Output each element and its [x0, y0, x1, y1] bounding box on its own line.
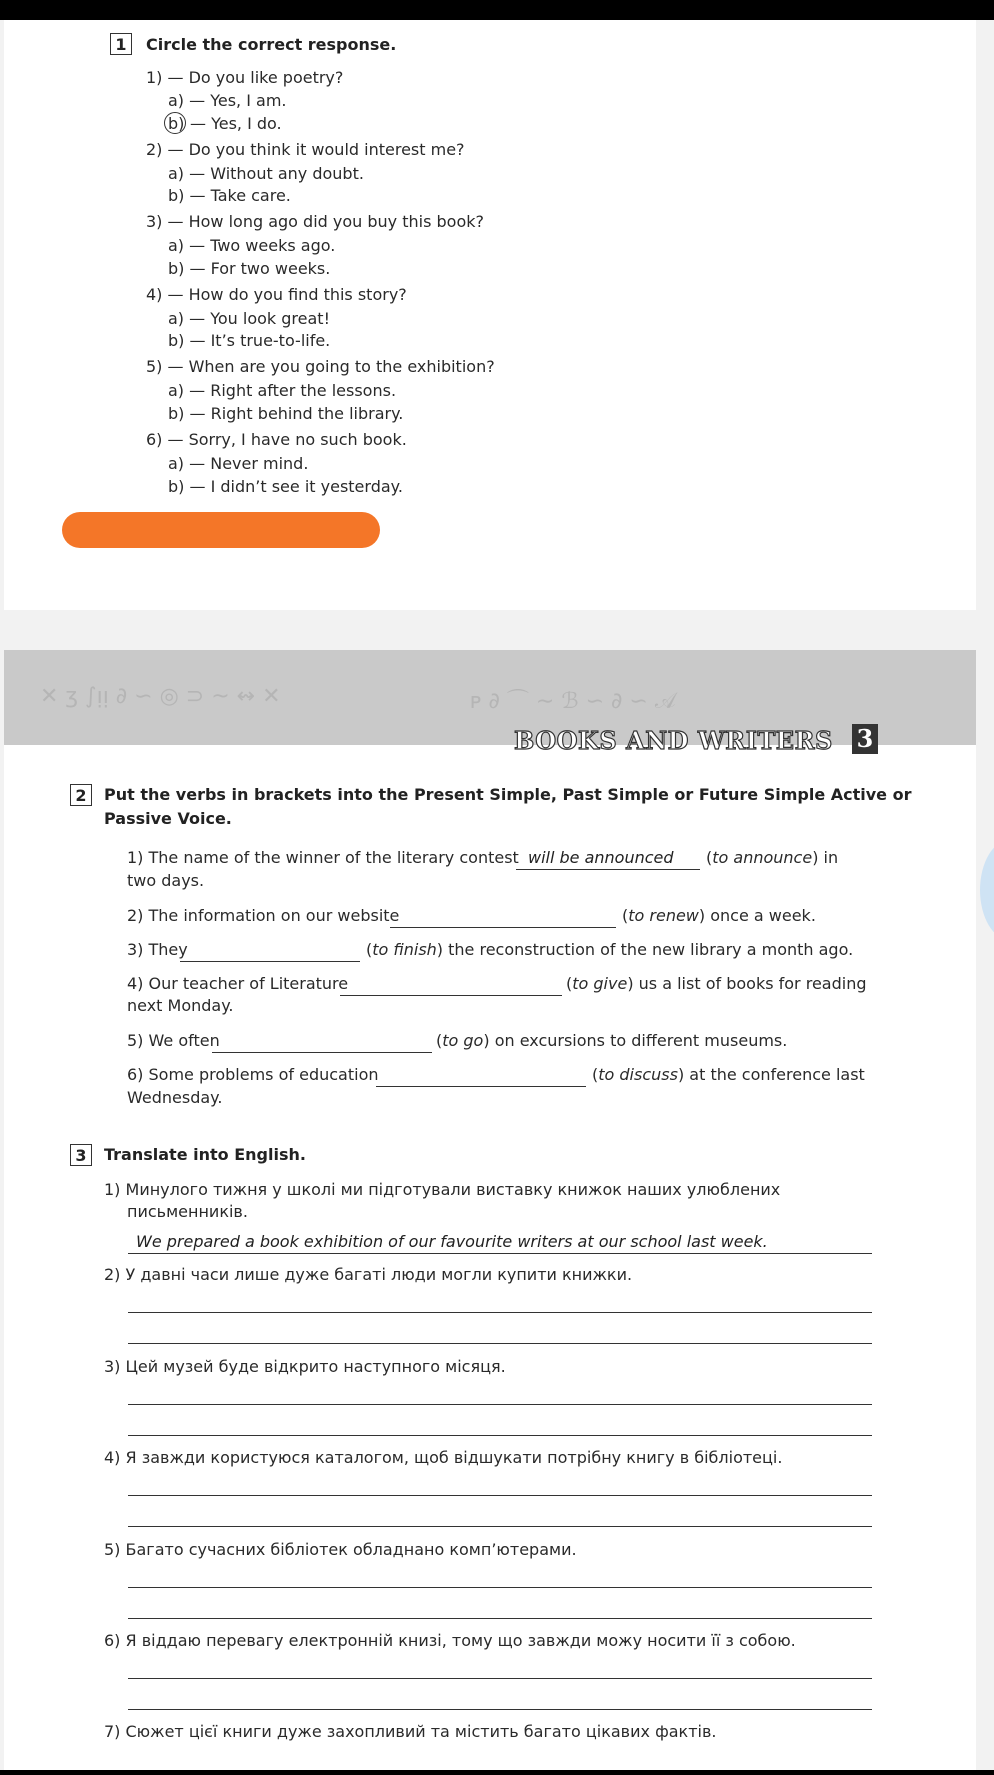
ex3-item6-line-b[interactable]	[128, 1708, 872, 1710]
ex2-item2-text: 2) The information on our website	[127, 906, 400, 925]
ex3-item7: 7) Сюжет цієї книги дуже захопливий та містить багато цікавих фактів.	[104, 1722, 717, 1741]
paren: )	[436, 940, 444, 959]
paren: )	[698, 906, 706, 925]
ex2-item6-blank[interactable]	[376, 1085, 586, 1087]
ex2-item6-post: at the conference last	[689, 1065, 865, 1084]
ex3-item4-line-b[interactable]	[128, 1525, 872, 1527]
paren: (	[706, 848, 713, 867]
paren: (	[622, 906, 629, 925]
ex1-q6-b: b) — I didn’t see it yesterday.	[168, 477, 403, 496]
ex3-item6: 6) Я віддаю перевагу електронній книзі, тому що завжди можу носити її з собою.	[104, 1631, 796, 1650]
ex1-q2-b: b) — Take care.	[168, 186, 291, 205]
ex1-q1-a: a) — Yes, I am.	[168, 91, 287, 110]
ex3-item2: 2) У давні часи лише дуже багаті люди могли купити книжки.	[104, 1265, 633, 1284]
ex1-q4: 4) — How do you find this story?	[146, 285, 407, 304]
ex1-q2-a: a) — Without any doubt.	[168, 164, 364, 183]
ex3-item6-line-a[interactable]	[128, 1677, 872, 1679]
ex2-item1-text: 1) The name of the winner of the literary contest	[127, 848, 519, 867]
ex3-item2-line-b[interactable]	[128, 1342, 872, 1344]
ex2-item3-text: 3) They	[127, 940, 188, 959]
paren: (	[566, 974, 573, 993]
ex3-item4: 4) Я завжди користуюся каталогом, щоб відшукати потрібну книгу в бібліотеці.	[104, 1448, 783, 1467]
ex2-item6-verb: to discuss	[598, 1065, 678, 1084]
ex1-q4-b: b) — It’s true-to-life.	[168, 331, 331, 350]
top-bar	[0, 0, 994, 20]
ex1-q3-a: a) — Two weeks ago.	[168, 236, 336, 255]
ex1-q6-a: a) — Never mind.	[168, 454, 309, 473]
ex2-item5-blank[interactable]	[212, 1051, 432, 1053]
ex3-item1-answer: We prepared a book exhibition of our favourite writers at our school last week.	[136, 1232, 768, 1251]
ex2-item4-verb: to give	[572, 974, 628, 993]
chapter-number: 3	[852, 724, 878, 754]
ex1-q1: 1) — Do you like poetry?	[146, 68, 344, 87]
paren: (	[436, 1031, 443, 1050]
paren: )	[677, 1065, 685, 1084]
ex2-item4-blank[interactable]	[340, 994, 562, 996]
decorative-letters-left: ✕ ʒ ∫ᴉᴉ ∂ ∽ ◎ ⊃ ~ ↭ ✕	[40, 684, 281, 709]
exercise-1-number: 1	[110, 33, 132, 55]
paren: (	[366, 940, 373, 959]
ex3-item1-line[interactable]	[128, 1252, 872, 1254]
exercise-2-number: 2	[70, 784, 92, 806]
ex2-item3-post: the reconstruction of the new library a month ago.	[448, 940, 854, 959]
ex1-q5: 5) — When are you going to the exhibition?	[146, 357, 495, 376]
ex2-item2-verb: to renew	[628, 906, 699, 925]
ex2-item1-cont: two days.	[127, 871, 205, 890]
ex1-q5-a: a) — Right after the lessons.	[168, 381, 397, 400]
decorative-letters-right: ᴘ ∂ ⌒ ∼ ℬ ∽ ∂ ∽ 𝒜	[470, 689, 676, 714]
ex2-item6-cont: Wednesday.	[127, 1088, 223, 1107]
ex2-item4-text: 4) Our teacher of Literature	[127, 974, 349, 993]
bottom-bar	[0, 1770, 994, 1775]
ex2-item1-post: in	[823, 848, 839, 867]
ex3-item3-line-b[interactable]	[128, 1434, 872, 1436]
ex2-item5-post: on excursions to different museums.	[494, 1031, 788, 1050]
ex3-item5: 5) Багато сучасних бібліотек обладнано комп’ютерами.	[104, 1540, 577, 1559]
ex1-q6: 6) — Sorry, I have no such book.	[146, 430, 407, 449]
ex1-q4-a: a) — You look great!	[168, 309, 330, 328]
ex2-item1-answer: will be announced	[528, 848, 674, 867]
exercise-1-title: Circle the correct response.	[146, 35, 397, 54]
paren: )	[812, 848, 819, 867]
ex3-item4-line-a[interactable]	[128, 1494, 872, 1496]
chapter-title: BOOKS AND WRITERS	[514, 726, 833, 755]
ex1-q3: 3) — How long ago did you buy this book?	[146, 212, 484, 231]
ex1-q5-b: b) — Right behind the library.	[168, 404, 404, 423]
ex3-item5-line-b[interactable]	[128, 1617, 872, 1619]
ex3-item2-line-a[interactable]	[128, 1311, 872, 1313]
exercise-3-number: 3	[70, 1144, 92, 1166]
ex2-item2-blank[interactable]	[390, 926, 616, 928]
exercise-2-title-line2: Passive Voice.	[104, 809, 232, 828]
side-scroll-indicator[interactable]	[980, 840, 994, 940]
ex1-q2: 2) — Do you think it would interest me?	[146, 140, 465, 159]
ex3-item1-line1: 1) Минулого тижня у школі ми підготували виставку книжок наших улюблених	[104, 1180, 781, 1199]
exercise-2-title-line1: Put the verbs in brackets into the Present Simple, Past Simple or Future Simple Active or	[104, 785, 912, 804]
redaction-mark	[62, 512, 380, 548]
ex2-item5-text: 5) We often	[127, 1031, 220, 1050]
paren: )	[483, 1031, 490, 1050]
ex3-item3: 3) Цей музей буде відкрито наступного місяця.	[104, 1357, 506, 1376]
ex2-item5-verb: to go	[442, 1031, 484, 1050]
ex2-item3-verb: to finish	[372, 940, 437, 959]
ex1-q1-b-letter: b)	[168, 114, 185, 133]
ex2-item4-post: us a list of books for reading	[638, 974, 867, 993]
ex2-item2-post: once a week.	[710, 906, 816, 925]
ex2-item1-blank[interactable]	[516, 868, 700, 870]
ex2-item3-blank[interactable]	[180, 960, 360, 962]
exercise-3-title: Translate into English.	[104, 1145, 306, 1164]
ex3-item3-line-a[interactable]	[128, 1403, 872, 1405]
ex2-item6-text: 6) Some problems of education	[127, 1065, 379, 1084]
paren: (	[592, 1065, 599, 1084]
ex1-q1-b: — Yes, I do.	[190, 114, 282, 133]
ex3-item5-line-a[interactable]	[128, 1586, 872, 1588]
ex3-item1-line2: письменників.	[127, 1202, 248, 1221]
ex2-item4-cont: next Monday.	[127, 996, 234, 1015]
paren: )	[627, 974, 634, 993]
ex2-item1-verb: to announce	[712, 848, 813, 867]
ex1-q3-b: b) — For two weeks.	[168, 259, 331, 278]
